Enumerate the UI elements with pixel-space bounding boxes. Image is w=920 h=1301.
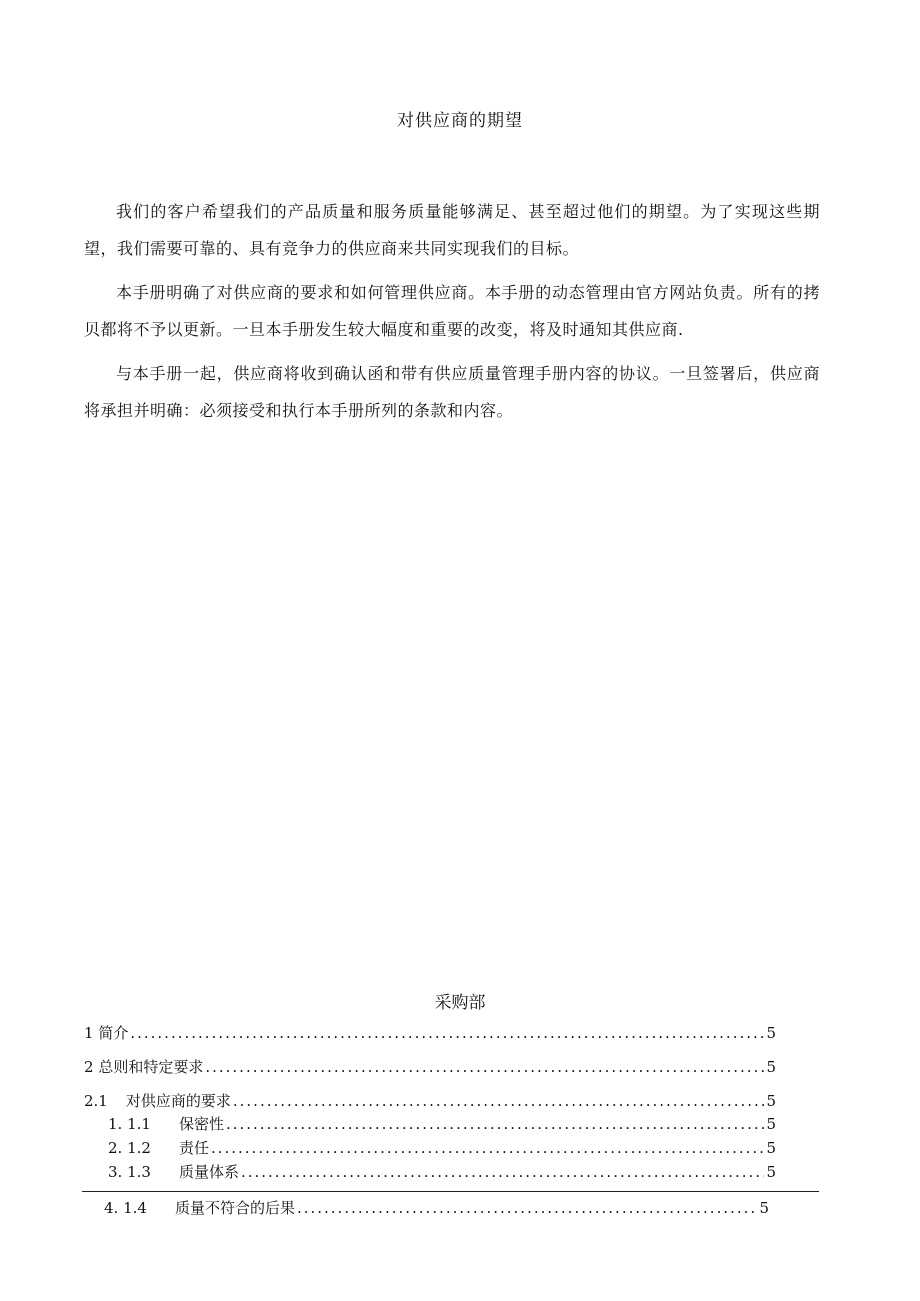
toc-leader-dots [297,1199,758,1217]
toc-entry-label: 质量不符合的后果 [174,1199,295,1217]
toc-leader-dots [130,1024,764,1042]
toc-entry-page: 5 [766,1115,776,1133]
toc-leader-dots [211,1139,765,1157]
toc-entry-number: 2 [84,1058,94,1076]
toc-entry-label: 责任 [178,1139,209,1157]
toc-entry-label: 总则和特定要求 [98,1058,204,1076]
toc-entry-number: 1 [84,1024,94,1042]
toc-entry-nonconformity-consequences[interactable] [104,1197,769,1221]
paragraph-manual-scope: 本手册明确了对供应商的要求和如何管理供应商。本手册的动态管理由官方网站负责。所有的拷贝都将不予以更新。一旦本手册发生较大幅度和重要的改变，将及时通知其供应商. [84,283,820,339]
toc-entry-number: 4. 1.4 [104,1199,147,1217]
toc-entry-number: 2. 1.2 [108,1139,151,1157]
toc-entry-intro[interactable] [84,1022,776,1046]
toc-entry-label: 保密性 [178,1115,224,1133]
toc-entry-label: 对供应商的要求 [125,1092,231,1110]
toc-entry-number: 1. 1.1 [108,1115,151,1133]
toc-entry-page: 5 [766,1163,776,1181]
toc-entry-number: 2.1 [84,1092,108,1110]
toc-entry-number: 3. 1.3 [108,1163,151,1181]
toc-entry-label: 简介 [98,1024,129,1042]
page-title: 对供应商的期望 [397,111,523,131]
toc-entry-label: 质量体系 [178,1163,239,1181]
toc-leader-dots [241,1163,765,1181]
toc-entry-page: 5 [766,1024,776,1042]
toc-leader-dots [226,1115,765,1133]
toc-leader-dots [233,1092,765,1110]
toc-entry-page: 5 [759,1199,769,1217]
toc-entry-quality-system[interactable] [108,1161,776,1185]
toc-entry-page: 5 [766,1058,776,1076]
paragraph-expectations: 我们的客户希望我们的产品质量和服务质量能够满足、甚至超过他们的期望。为了实现这些期望，我们需要可靠的、具有竞争力的供应商来共同实现我们的目标。 [84,202,820,258]
paragraph-agreement: 与本手册一起，供应商将收到确认函和带有供应质量管理手册内容的协议。一旦签署后，供应商将承担并明确：必须接受和执行本手册所列的条款和内容。 [84,364,820,420]
toc-entry-general-requirements[interactable] [84,1056,776,1080]
horizontal-rule [82,1191,819,1192]
toc-entry-page: 5 [766,1092,776,1110]
toc-entry-confidentiality[interactable] [108,1113,776,1137]
toc-entry-supplier-requirements[interactable] [84,1090,776,1114]
toc-entry-page: 5 [766,1139,776,1157]
department-heading: 采购部 [434,993,486,1013]
toc-entry-responsibility[interactable] [108,1137,776,1161]
toc-leader-dots [205,1058,764,1076]
